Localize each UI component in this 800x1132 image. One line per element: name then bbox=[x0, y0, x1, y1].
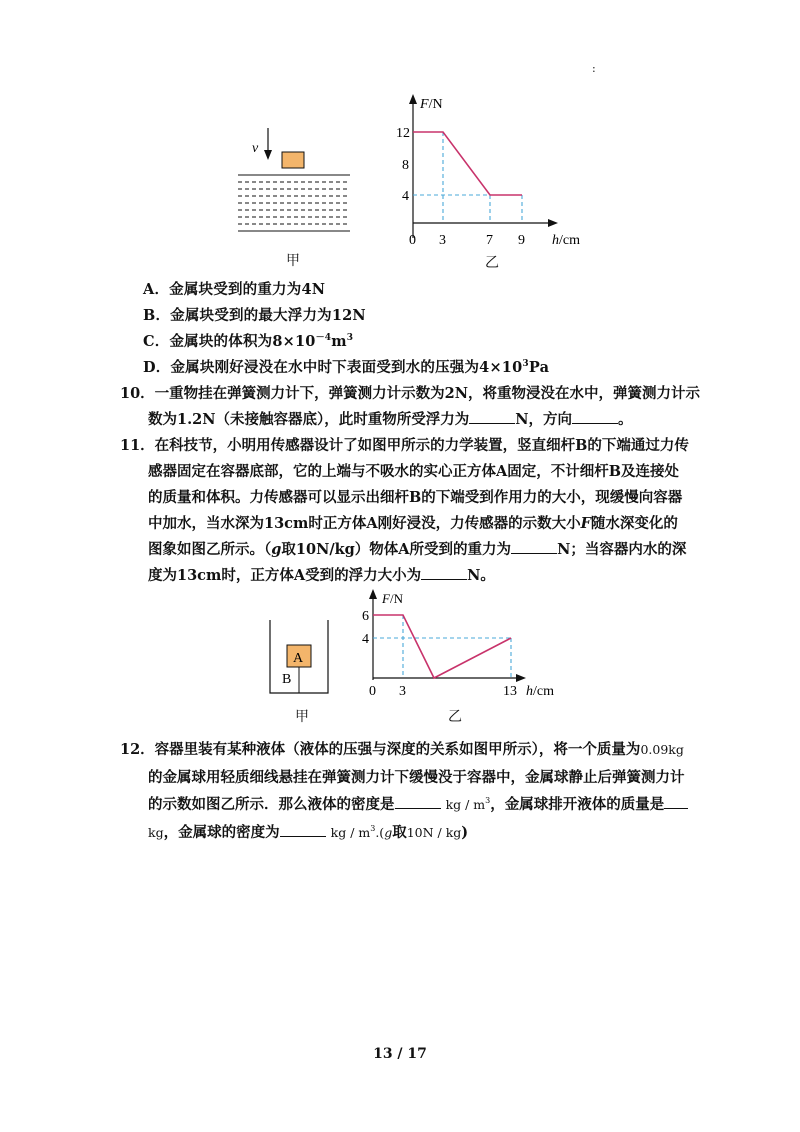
fig2-force-curve bbox=[373, 615, 511, 678]
fig2-x-tick-3: 3 bbox=[399, 684, 406, 699]
fig2-rod-b-label: B bbox=[282, 672, 292, 687]
fig1-velocity-label: v bbox=[252, 141, 259, 156]
fig1-x-tick-9: 9 bbox=[518, 233, 525, 248]
fig2-left-caption: 甲 bbox=[295, 709, 309, 725]
q12-blank-3[interactable] bbox=[280, 822, 326, 837]
fig1-origin: 0 bbox=[409, 233, 416, 248]
fig2-y-tick-4: 4 bbox=[362, 632, 369, 647]
page-number: 13 / 17 bbox=[373, 1046, 427, 1062]
q11-line-6: 度为13cm时，正方体A受到的浮力大小为 N。 bbox=[148, 567, 495, 584]
q11-line-2: 感器固定在容器底部，它的上端与不吸水的实心正方体A固定，不计细杆B及连接处 bbox=[148, 463, 680, 480]
fig1-container-diagram bbox=[230, 120, 360, 245]
q11-line-5: 图象如图乙所示。（g取10N/kg）物体A所受到的重力为 N；当容器内水的深 bbox=[148, 541, 687, 558]
fig1-y-tick-12: 12 bbox=[396, 126, 410, 141]
fig2-x-axis-label: h/cm bbox=[526, 684, 554, 699]
q12-blank-1[interactable] bbox=[395, 794, 441, 809]
fig2-origin: 0 bbox=[369, 684, 376, 699]
fig1-metal-block bbox=[282, 152, 304, 168]
fig2-y-axis-label: F/N bbox=[382, 591, 403, 606]
q9-option-d: D．金属块刚好浸没在水中时下表面受到水的压强为$4\times 10^3Pa$ bbox=[143, 359, 550, 376]
q10-line-1: 10．一重物挂在弹簧测力计下，弹簧测力计示数为2N，将重物浸没在水中，弹簧测力计示 bbox=[120, 385, 701, 402]
q12-line-2: 的金属球用轻质细线悬挂在弹簧测力计下缓慢没于容器中，金属球静止后弹簧测力计 bbox=[148, 769, 685, 786]
q12-line-1: 12．容器里装有某种液体（液体的压强与深度的关系如图甲所示），将一个质量为0.09kg bbox=[120, 741, 684, 758]
q9-option-c: C．金属块的体积为$8\times 10^{-4}m^3$ bbox=[143, 333, 354, 350]
fig1-x-axis-label: h/cm bbox=[552, 233, 580, 248]
q11-blank-1[interactable] bbox=[511, 539, 557, 554]
q12-line-3: 的示数如图乙所示．那么液体的密度是 kg / $m^3$，金属球排开液体的质量是 bbox=[148, 793, 688, 814]
q11-line-1: 11．在科技节，小明用传感器设计了如图甲所示的力学装置，竖直细杆B的下端通过力传 bbox=[120, 437, 689, 454]
fig2-x-tick-13: 13 bbox=[503, 684, 517, 699]
q10-blank-1[interactable] bbox=[469, 409, 515, 424]
fig1-y-tick-4: 4 bbox=[402, 189, 409, 204]
fig1-water-lines bbox=[238, 175, 350, 231]
fig1-left-caption: 甲 bbox=[286, 253, 300, 269]
fig1-graph bbox=[370, 90, 630, 250]
fig2-right-caption: 乙 bbox=[448, 709, 462, 725]
q9-option-b: B．金属块受到的最大浮力为12N bbox=[143, 307, 366, 324]
q11-line-4: 中加水，当水深为13cm时正方体A刚好浸没，力传感器的示数大小F随水深变化的 bbox=[148, 515, 678, 532]
q10-blank-2[interactable] bbox=[572, 409, 618, 424]
fig1-y-axis-label: F/N bbox=[420, 97, 443, 112]
q10-line-2: 数为1.2N（未接触容器底），此时重物所受浮力为 N，方向 。 bbox=[148, 411, 633, 428]
fig1-y-tick-8: 8 bbox=[402, 158, 409, 173]
q12-blank-2[interactable] bbox=[664, 794, 688, 809]
fig1-x-tick-3: 3 bbox=[439, 233, 446, 248]
q11-blank-2[interactable] bbox=[421, 565, 467, 580]
fig2-y-tick-6: 6 bbox=[362, 609, 369, 624]
q11-line-3: 的质量和体积。力传感器可以显示出细杆B的下端受到作用力的大小，现缓慢向容器 bbox=[148, 489, 683, 506]
fig1-right-caption: 乙 bbox=[485, 255, 499, 271]
corner-mark: : bbox=[592, 62, 596, 75]
q12-line-4: kg，金属球的密度为 kg / $m^3.(g$取10N / kg) bbox=[148, 824, 469, 841]
fig2-graph bbox=[330, 585, 570, 705]
q9-option-a: A．金属块受到的重力为4N bbox=[143, 281, 326, 298]
fig1-x-tick-7: 7 bbox=[486, 233, 493, 248]
fig1-force-curve bbox=[413, 132, 522, 195]
fig2-block-a-label: A bbox=[293, 651, 304, 666]
